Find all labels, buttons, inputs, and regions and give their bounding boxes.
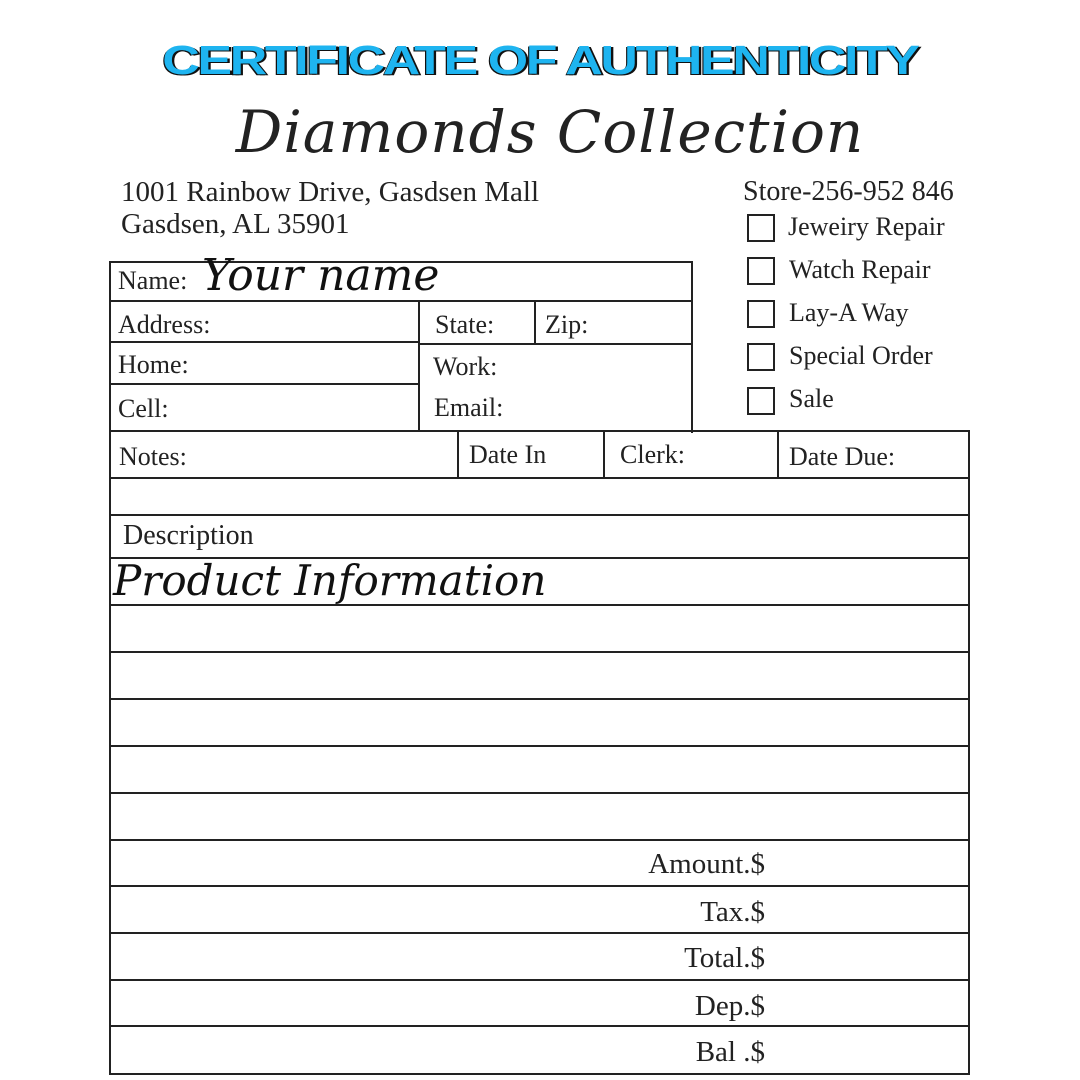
customer-box-divider	[418, 300, 420, 432]
customer-box-divider	[109, 383, 419, 385]
home-label: Home:	[118, 350, 189, 379]
date-due-label: Date Due:	[789, 442, 896, 471]
date-in-label: Date In	[469, 440, 547, 469]
header-row-divider	[603, 430, 605, 478]
header-row-divider	[457, 430, 459, 478]
customer-box-right-border	[691, 261, 693, 433]
order-box-top-border	[109, 430, 970, 432]
layaway-checkbox[interactable]	[747, 300, 775, 328]
state-label: State:	[435, 310, 495, 339]
total-label: Total.$	[684, 942, 765, 974]
customer-box-divider	[534, 300, 536, 344]
zip-label: Zip:	[545, 310, 589, 339]
name-label: Name:	[118, 266, 188, 295]
special-order-label: Special Order	[789, 341, 933, 370]
form-row-line	[109, 745, 970, 747]
form-row-line	[109, 839, 970, 841]
form-row-line	[109, 477, 970, 479]
description-value[interactable]: Product Information	[113, 556, 547, 605]
amount-label: Amount.$	[648, 848, 765, 880]
cell-label: Cell:	[118, 394, 169, 423]
balance-label: Bal .$	[695, 1036, 765, 1068]
email-label: Email:	[434, 393, 504, 422]
form-row-line	[109, 885, 970, 887]
form-row-line	[109, 1025, 970, 1027]
jewelry-repair-label: Jeweiry Repair	[788, 212, 945, 241]
form-row-line	[109, 698, 970, 700]
layaway-label: Lay-A Way	[789, 298, 909, 327]
form-row-line	[109, 651, 970, 653]
sale-checkbox[interactable]	[747, 387, 775, 415]
customer-box-left-border	[109, 261, 111, 433]
brand-name: Diamonds Collection	[235, 98, 865, 166]
jewelry-repair-checkbox[interactable]	[747, 214, 775, 242]
customer-box-divider	[109, 341, 419, 343]
store-address-line2: Gasdsen, AL 35901	[121, 208, 350, 240]
customer-box-divider	[419, 343, 693, 345]
tax-label: Tax.$	[700, 896, 765, 928]
sale-label: Sale	[789, 384, 834, 413]
order-box-bottom-border	[109, 1073, 970, 1075]
store-phone: Store-256-952 846	[743, 176, 954, 207]
header-row-divider	[777, 430, 779, 478]
name-value[interactable]: Your name	[202, 250, 440, 301]
deposit-label: Dep.$	[694, 990, 765, 1022]
form-row-line	[109, 979, 970, 981]
form-row-line	[109, 932, 970, 934]
notes-label: Notes:	[119, 442, 187, 471]
work-label: Work:	[433, 352, 498, 381]
watch-repair-label: Watch Repair	[789, 255, 931, 284]
store-address-line1: 1001 Rainbow Drive, Gasdsen Mall	[121, 176, 540, 208]
form-row-line	[109, 514, 970, 516]
form-row-line	[109, 792, 970, 794]
address-label: Address:	[118, 310, 211, 339]
watch-repair-checkbox[interactable]	[747, 257, 775, 285]
special-order-checkbox[interactable]	[747, 343, 775, 371]
certificate-title: CERTIFICATE OF AUTHENTICITY	[162, 38, 918, 84]
description-label: Description	[123, 520, 254, 551]
clerk-label: Clerk:	[620, 440, 685, 469]
